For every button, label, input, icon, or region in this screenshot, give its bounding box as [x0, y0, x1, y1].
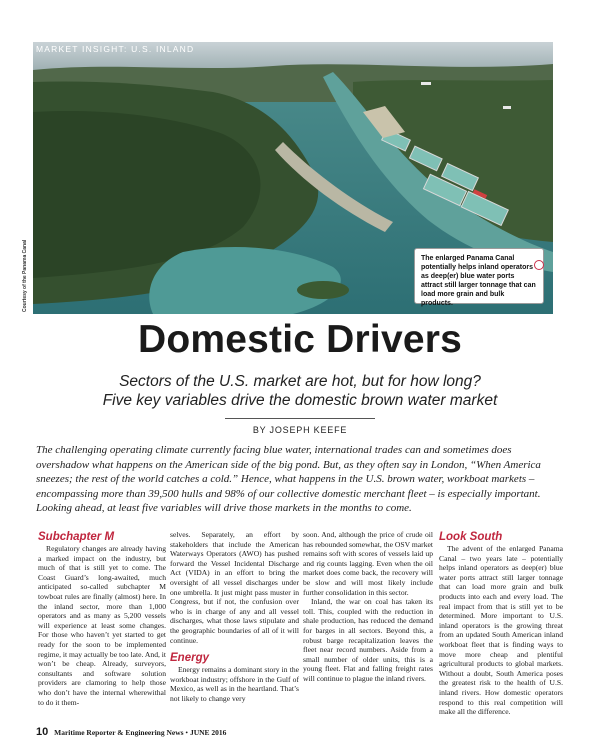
intro-paragraph: The challenging operating climate currently facing blue water, international trades can and sometimes does overshadow what happens on the American side of the big pond. But, as they often say in London, “When America sneezes; the rest of the world catches a cold.” Hence, what happens in the U.S. brown water, workboat markets – encompassing more than 39,500 hulls and 98% of our collective domestic merchant fleet – is especially important. Looking ahead, at least five variables will drive those markets in the months to come.	[36, 444, 541, 515]
col3-paragraph-1: soon. And, although the price of crude oil has rebounded somewhat, the OSV market remains soft with scores of vessels laid up and rig counts lagging. Even when the oil market does come back, the recovery will be slow and will most likely include further consolidation in this sector.	[303, 530, 433, 597]
subhead-look-south: Look South	[439, 531, 503, 543]
subhead-energy: Energy	[170, 652, 209, 665]
col2-paragraph-energy: Energy remains a dominant story in the workboat industry; offshore in the Gulf of Mexico, as well as in the heartland. That’s not likely to change very	[170, 665, 299, 703]
footer-separator: •	[185, 728, 189, 737]
headline: Domestic Drivers	[137, 318, 463, 361]
subhead-subchapter-m: Subchapter M	[38, 531, 115, 543]
col2-paragraph: selves. Separately, an effort by stakeholders that include the American Waterways Operators (AWO) has pushed forward the Vessel Incidental Discharge Act (VIDA) in an effort to bring the oversight of all vessel discharges under one umbrella. It just might pass muster in Congress, but if not, the confusion over who is in charge of any and all vessel discharges, what those laws stipulate and the geographic boundaries of all of it will continue.	[170, 530, 299, 645]
page-footer	[36, 726, 226, 738]
publication-name: Maritime Reporter & Engineering News	[54, 728, 184, 737]
photo-credit: Courtesy of the Panama Canal	[22, 239, 28, 312]
column-2	[170, 530, 299, 704]
deck	[0, 372, 600, 410]
page-number: 10	[36, 726, 49, 738]
col3-paragraph-2: Inland, the war on coal has taken its toll. This, coupled with the reduction in shale production, has reduced the demand for barges in all sectors. Beyond this, a robust barge recapitalization leaves the fleet near record numbers. Aside from a small number of older units, this is a young fleet. Flat and falling freight rates will continue to plague the inland rivers.	[303, 597, 433, 683]
deck-line-1: Sectors of the U.S. market are hot, but for how long?	[119, 373, 481, 390]
photo-caption: The enlarged Panama Canal potentially helps inland operators as deep(er) blue water ports attract still larger tonnage that can load more grain and bulk products.	[414, 248, 544, 304]
column-1	[38, 530, 166, 707]
column-4	[439, 530, 563, 717]
byline: BY JOSEPH KEEFE	[252, 425, 348, 435]
caption-pin-icon	[534, 260, 544, 270]
col4-paragraph: The advent of the enlarged Panama Canal – two years late – potentially helps inland operators as deep(er) blue water ports attract still larger tonnage that can load more grain and bulk products into each and every load. The real impact from that is still yet to be determined. More important to U.S. inland operators is the growing threat from an updated South American inland workboat fleet that is finding ways to move more cheap and plentiful agricultural products to global markets. Without a doubt, South America poses the greatest risk to the health of U.S. inland rivers. How domestic operators respond to this real competition will make all the difference.	[439, 544, 563, 717]
issue-date: JUNE 2016	[189, 728, 227, 737]
deck-line-2: Five key variables drive the domestic brown water market	[102, 392, 498, 409]
section-kicker: MARKET INSIGHT: U.S. INLAND	[36, 44, 195, 54]
byline-rule	[225, 418, 375, 419]
column-3	[303, 530, 433, 684]
col1-paragraph: Regulatory changes are already having a marked impact on the industry, but much of that is still yet to come. The Coast Guard’s long-awaited, much anticipated so-called subchapter M towboat rules are finally (almost) here. In the inland sector, more than 1,000 operators and as many as 5,200 vessels will experience at least some changes. For those who haven’t yet started to get ready for the soon to be implemented regime, it may actually be too late. And, it won’t be cheap. Already, surveyors, consultants and software solution providers are clamoring to help those who don’t have the internal wherewithal to do it them-	[38, 544, 167, 707]
